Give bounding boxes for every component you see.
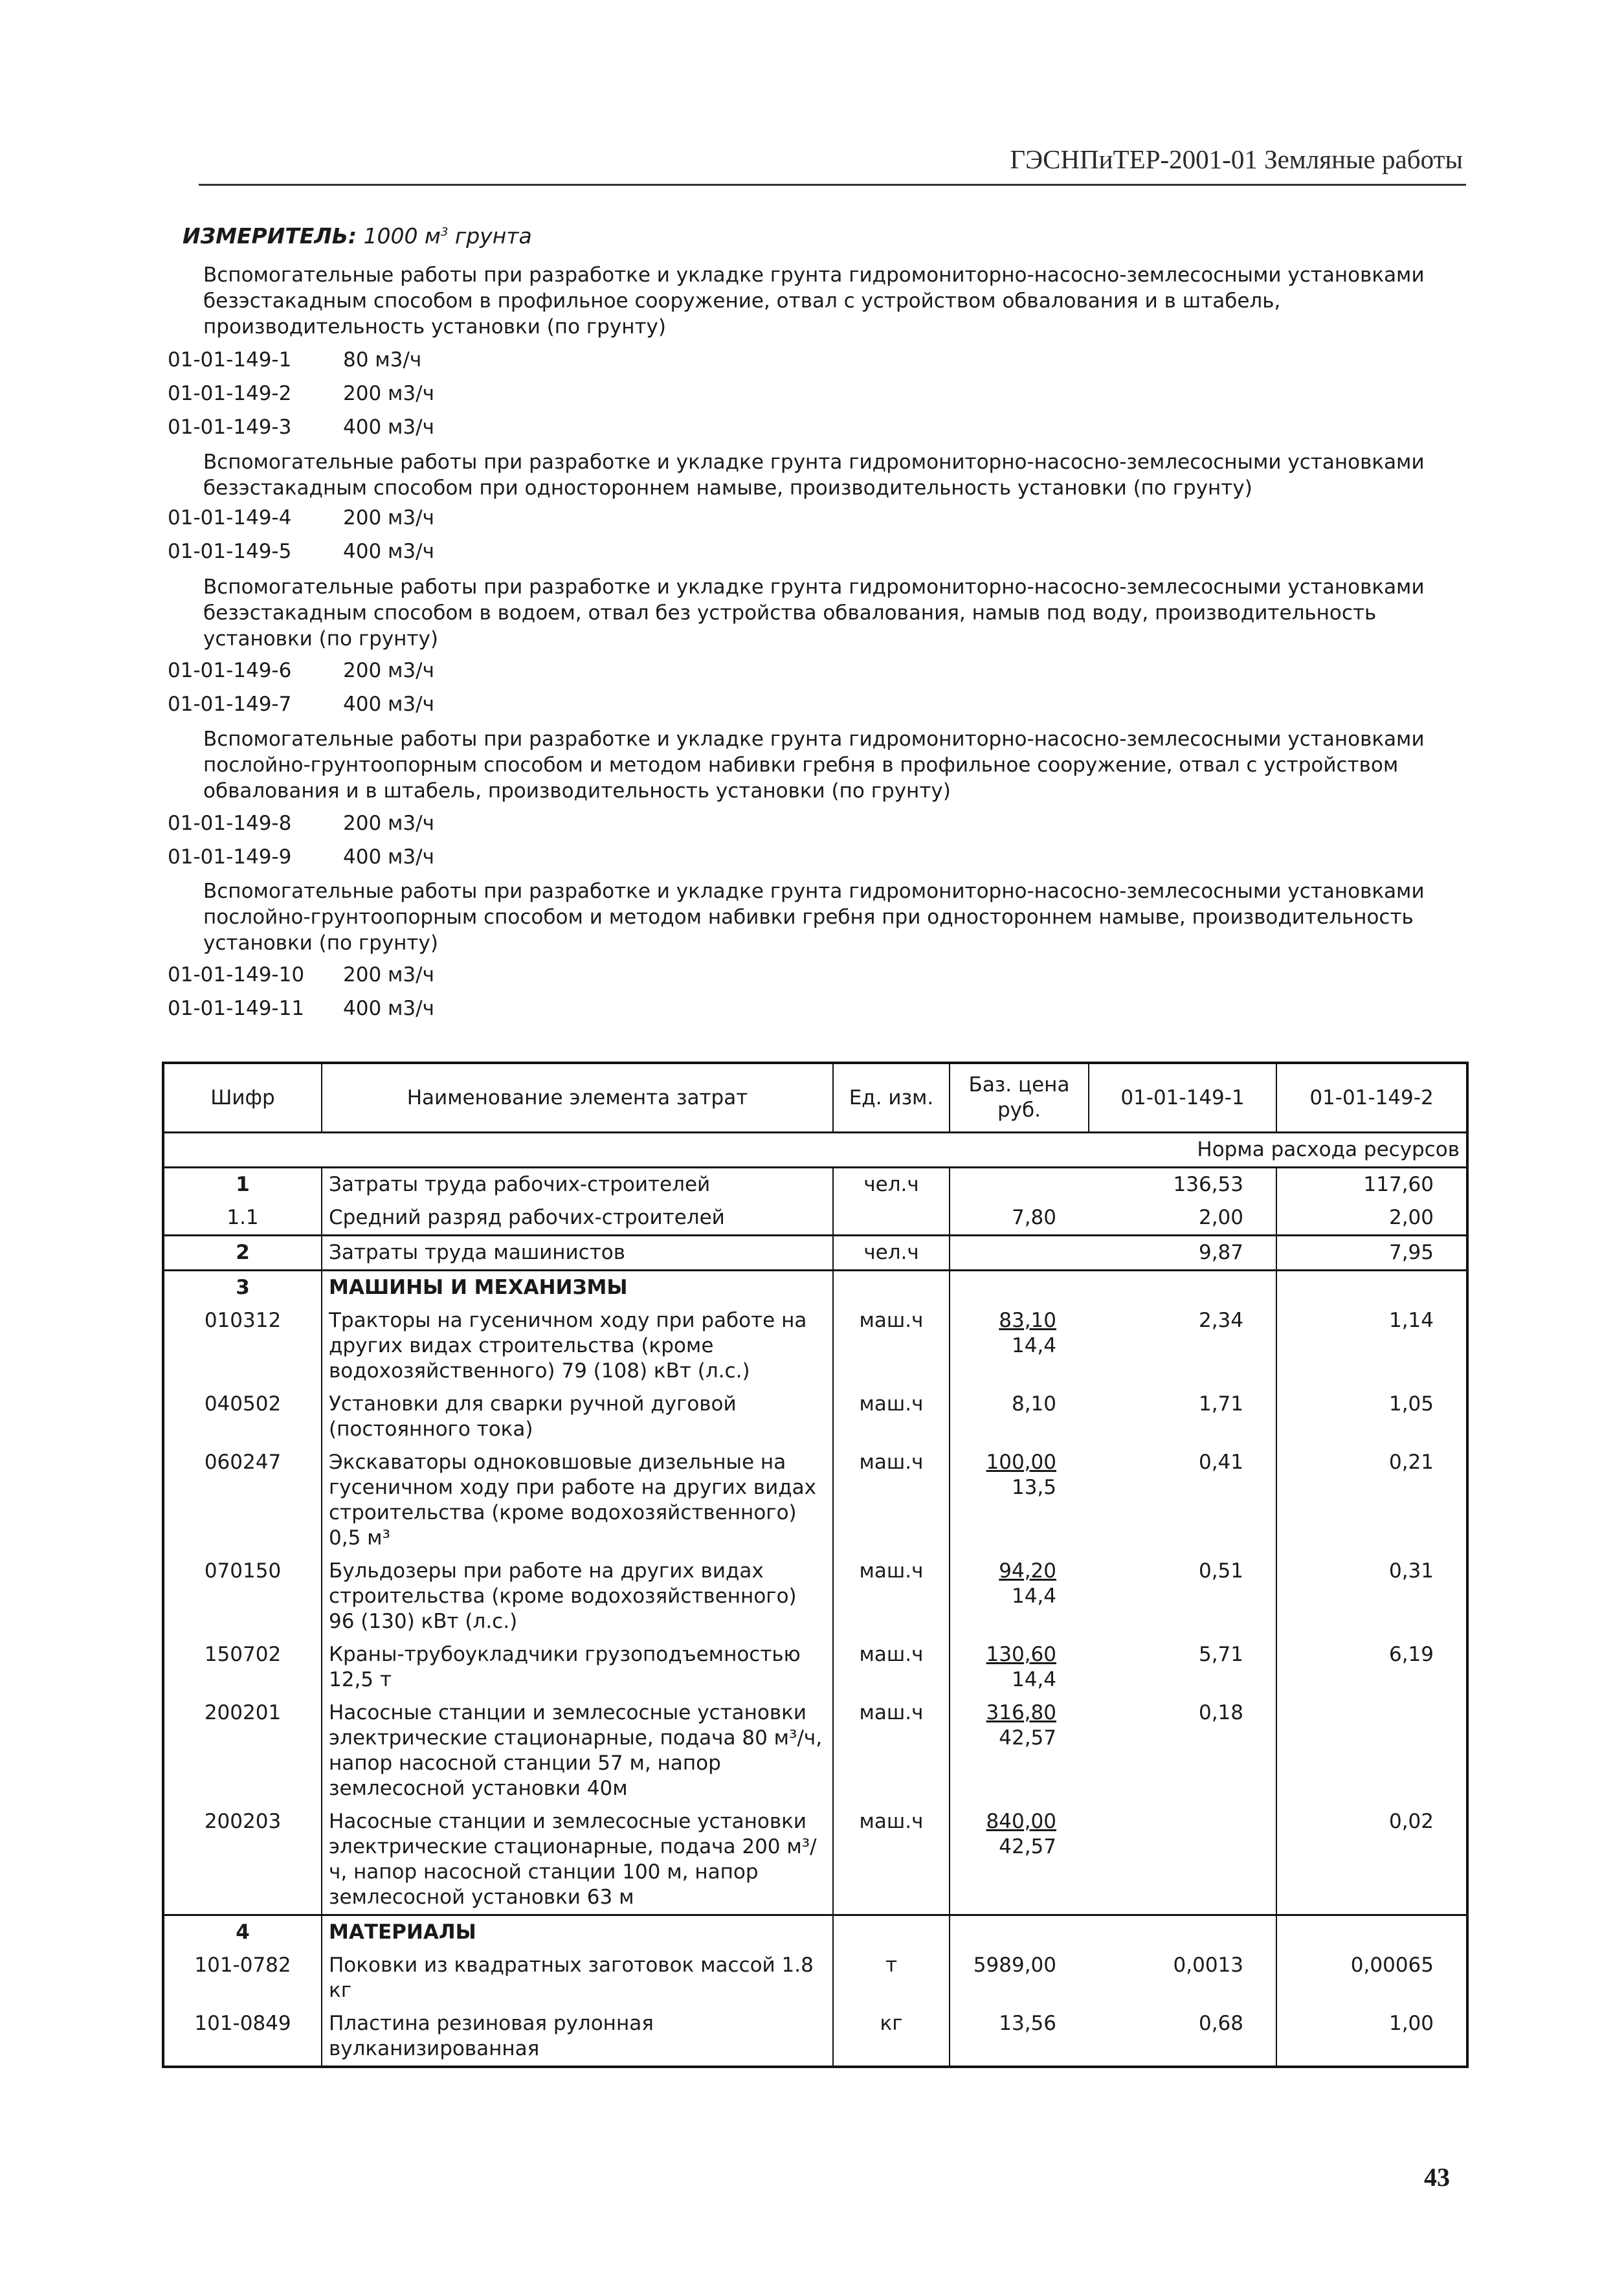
measure-label: ИЗМЕРИТЕЛЬ: <box>183 223 357 249</box>
row-price <box>950 1168 1089 1202</box>
code-line <box>168 693 434 716</box>
code: 01-01-149-4 <box>168 506 292 529</box>
row-name: МАШИНЫ И МЕХАНИЗМЫ <box>322 1271 833 1305</box>
price-main: 5989,00 <box>973 1954 1056 1977</box>
row-code: 2 <box>236 1241 250 1264</box>
table-row <box>163 1697 1467 1805</box>
row-name: Насосные станции и землесосные установки электрические стационарные, подача 80 м³/ч, напор насосной станции 57 м, напор землесосной установки 40м <box>322 1697 833 1805</box>
row-price <box>950 1949 1089 2007</box>
row-code: 150702 <box>204 1643 282 1666</box>
page-number: 43 <box>1424 2163 1450 2192</box>
price-main: 13,56 <box>999 2012 1056 2035</box>
header-cell: Наименование элемента затрат <box>322 1063 833 1133</box>
row-value-2: 2,00 <box>1276 1201 1467 1236</box>
row-code: 1.1 <box>227 1206 259 1229</box>
row-name: Пластина резиновая рулонная вулканизированная <box>322 2007 833 2067</box>
table-row <box>163 1168 1467 1202</box>
row-code: 101-0849 <box>194 2012 291 2035</box>
running-header: ГЭСНПиТЕР-2001-01 Земляные работы <box>1010 144 1463 174</box>
code: 01-01-149-7 <box>168 693 292 716</box>
header-cell: 01-01-149-2 <box>1276 1063 1467 1133</box>
price-main: 8,10 <box>1011 1392 1056 1416</box>
code-value: 200 м3/ч <box>343 659 434 682</box>
code-value: 200 м3/ч <box>343 812 434 835</box>
price-main: 840,00 <box>986 1810 1056 1833</box>
price-secondary: 42,57 <box>999 1835 1056 1858</box>
row-price <box>950 1555 1089 1638</box>
row-price <box>950 1446 1089 1555</box>
row-unit: маш.ч <box>833 1805 950 1915</box>
table-row <box>163 2007 1467 2067</box>
row-unit: маш.ч <box>833 1638 950 1697</box>
code-line <box>168 659 434 682</box>
row-unit: т <box>833 1949 950 2007</box>
code-value: 200 м3/ч <box>343 382 434 405</box>
price-main: 7,80 <box>1011 1206 1056 1229</box>
table-row <box>163 1201 1467 1236</box>
row-value-1: 136,53 <box>1173 1173 1243 1196</box>
measure-unit: грунта <box>454 223 532 249</box>
code-value: 200 м3/ч <box>343 963 434 986</box>
row-price <box>950 1805 1089 1915</box>
row-unit: чел.ч <box>833 1236 950 1271</box>
group-description: Вспомогательные работы при разработке и укладке грунта гидромониторно-насосно-землесосными установками безэстакадным способом в водоем, отвал без устройства обвалования, намыв под воду, производительность установки (по грунту) <box>203 575 1425 651</box>
row-unit: маш.ч <box>833 1304 950 1388</box>
group-description: Вспомогательные работы при разработке и укладке грунта гидромониторно-насосно-землесосными установками безэстакадным способом при одностороннем намыве, производительность установки (по грунту) <box>203 451 1425 500</box>
row-price <box>950 1697 1089 1805</box>
row-name: Установки для сварки ручной дуговой (постоянного тока) <box>322 1388 833 1446</box>
group-description: Вспомогательные работы при разработке и укладке грунта гидромониторно-насосно-землесосными установками послойно-грунтоопорным способом и методом набивки гребня в профильное сооружение, отвал с устройством обвалования и в штабель, производительность установки (по грунту) <box>203 728 1425 803</box>
code: 01-01-149-10 <box>168 963 305 986</box>
row-value-2: 1,14 <box>1276 1304 1467 1388</box>
row-code: 4 <box>236 1921 250 1944</box>
table-row <box>163 1388 1467 1446</box>
code-value: 400 м3/ч <box>343 693 434 716</box>
row-name: МАТЕРИАЛЫ <box>322 1915 833 1950</box>
code-value: 200 м3/ч <box>343 506 434 529</box>
row-value-2: 6,19 <box>1276 1638 1467 1697</box>
row-value-1 <box>1089 1271 1276 1305</box>
row-unit: маш.ч <box>833 1388 950 1446</box>
row-value-2: 0,21 <box>1276 1446 1467 1555</box>
row-value-2 <box>1276 1915 1467 1950</box>
price-secondary: 14,4 <box>1011 1668 1056 1691</box>
measure-sup: 3 <box>440 225 449 239</box>
code-value: 400 м3/ч <box>343 997 434 1020</box>
code: 01-01-149-2 <box>168 382 292 405</box>
code-value: 400 м3/ч <box>343 845 434 869</box>
row-code: 060247 <box>204 1451 282 1474</box>
row-value-1 <box>1089 1915 1276 1950</box>
row-price <box>950 1304 1089 1388</box>
row-value-1 <box>1089 1805 1276 1915</box>
row-value-1: 9,87 <box>1198 1241 1243 1264</box>
header-cell: Шифр <box>210 1086 275 1109</box>
row-name: Насосные станции и землесосные установки электрические стационарные, подача 200 м³/ч, напор насосной станции 100 м, напор землесосной установки 63 м <box>322 1805 833 1915</box>
row-value-1: 0,68 <box>1198 2012 1243 2035</box>
code: 01-01-149-6 <box>168 659 292 682</box>
measure-value: 1000 м <box>363 223 441 249</box>
row-value-2: 1,05 <box>1276 1388 1467 1446</box>
row-value-1: 0,0013 <box>1173 1954 1243 1977</box>
price-main: 316,80 <box>986 1701 1056 1724</box>
resource-table <box>162 1062 1469 2068</box>
group-description: Вспомогательные работы при разработке и укладке грунта гидромониторно-насосно-землесосными установками безэстакадным способом в профильное сооружение, отвал с устройством обвалования и в штабель, производительность установки (по грунту) <box>203 263 1425 339</box>
row-unit <box>833 1271 950 1305</box>
code-value: 80 м3/ч <box>343 348 422 372</box>
table-row <box>163 1915 1467 1950</box>
row-price <box>950 2007 1089 2067</box>
table-row <box>163 1236 1467 1271</box>
row-unit: кг <box>833 2007 950 2067</box>
row-code: 200203 <box>204 1810 282 1833</box>
price-secondary: 14,4 <box>1011 1585 1056 1608</box>
row-value-2: 1,00 <box>1276 2007 1467 2067</box>
code-line <box>168 997 434 1020</box>
row-code: 070150 <box>204 1559 282 1583</box>
row-code: 3 <box>236 1276 250 1299</box>
header-cell: 01-01-149-1 <box>1089 1063 1276 1133</box>
norm-row <box>163 1133 1467 1168</box>
code-line <box>168 348 422 372</box>
price-secondary: 13,5 <box>1011 1476 1056 1499</box>
code-line <box>168 416 434 439</box>
row-value-2: 117,60 <box>1276 1168 1467 1202</box>
table-row <box>163 1446 1467 1555</box>
price-main: 130,60 <box>986 1643 1056 1666</box>
row-value-1: 0,51 <box>1198 1559 1243 1583</box>
code: 01-01-149-1 <box>168 348 292 372</box>
row-price <box>950 1236 1089 1271</box>
header-cell: Баз. цена руб. <box>950 1063 1089 1133</box>
measure-line <box>183 223 532 249</box>
code-line <box>168 812 434 835</box>
row-value-2 <box>1276 1697 1467 1805</box>
row-name: Бульдозеры при работе на других видах строительства (кроме водохозяйственного) 96 (130) кВт (л.с.) <box>322 1555 833 1638</box>
header-rule <box>199 184 1466 186</box>
code-line <box>168 382 434 405</box>
price-main: 94,20 <box>999 1559 1056 1583</box>
row-code: 101-0782 <box>194 1954 291 1977</box>
row-unit: чел.ч <box>833 1168 950 1202</box>
group-description: Вспомогательные работы при разработке и укладке грунта гидромониторно-насосно-землесосными установками послойно-грунтоопорным способом и методом набивки гребня при одностороннем намыве, производительность установки (по грунту) <box>203 880 1425 955</box>
code-value: 400 м3/ч <box>343 416 434 439</box>
code: 01-01-149-8 <box>168 812 292 835</box>
row-unit <box>833 1915 950 1950</box>
row-unit: маш.ч <box>833 1697 950 1805</box>
code: 01-01-149-5 <box>168 540 292 563</box>
row-price <box>950 1271 1089 1305</box>
row-name: Затраты труда машинистов <box>322 1236 833 1271</box>
row-value-1: 1,71 <box>1198 1392 1243 1416</box>
row-value-1: 5,71 <box>1198 1643 1243 1666</box>
code: 01-01-149-3 <box>168 416 292 439</box>
code: 01-01-149-11 <box>168 997 305 1020</box>
row-code: 010312 <box>204 1309 282 1332</box>
row-value-1: 2,34 <box>1198 1309 1243 1332</box>
table-row <box>163 1555 1467 1638</box>
row-value-2 <box>1276 1271 1467 1305</box>
row-price <box>950 1201 1089 1236</box>
row-price <box>950 1915 1089 1950</box>
row-price <box>950 1638 1089 1697</box>
code-value: 400 м3/ч <box>343 540 434 563</box>
price-secondary: 14,4 <box>1011 1334 1056 1357</box>
norm-label: Норма расхода ресурсов <box>1197 1138 1460 1161</box>
row-code: 1 <box>236 1173 250 1196</box>
row-code: 200201 <box>204 1701 282 1724</box>
table-header-row <box>163 1063 1467 1133</box>
row-value-1: 0,41 <box>1198 1451 1243 1474</box>
row-price <box>950 1388 1089 1446</box>
row-unit: маш.ч <box>833 1446 950 1555</box>
price-main: 83,10 <box>999 1309 1056 1332</box>
row-unit <box>833 1201 950 1236</box>
header-cell: Ед. изм. <box>833 1063 950 1133</box>
code-line <box>168 506 434 529</box>
code: 01-01-149-9 <box>168 845 292 869</box>
row-value-1: 0,18 <box>1198 1701 1243 1724</box>
row-name: Краны-трубоукладчики грузоподъемностью 12,5 т <box>322 1638 833 1697</box>
row-name: Экскаваторы одноковшовые дизельные на гусеничном ходу при работе на других видах строительства (кроме водохозяйственного) 0,5 м³ <box>322 1446 833 1555</box>
row-code: 040502 <box>204 1392 282 1416</box>
row-value-2: 0,02 <box>1276 1805 1467 1915</box>
row-unit: маш.ч <box>833 1555 950 1638</box>
row-name: Тракторы на гусеничном ходу при работе на других видах строительства (кроме водохозяйственного) 79 (108) кВт (л.с.) <box>322 1304 833 1388</box>
row-value-2: 0,00065 <box>1276 1949 1467 2007</box>
code-line <box>168 845 434 869</box>
table-row <box>163 1304 1467 1388</box>
price-main: 100,00 <box>986 1451 1056 1474</box>
price-secondary: 42,57 <box>999 1726 1056 1750</box>
table-row <box>163 1805 1467 1915</box>
code-line <box>168 963 434 986</box>
row-name: Поковки из квадратных заготовок массой 1.8 кг <box>322 1949 833 2007</box>
table-row <box>163 1271 1467 1305</box>
row-name: Затраты труда рабочих-строителей <box>322 1168 833 1202</box>
table-row <box>163 1638 1467 1697</box>
row-value-2: 0,31 <box>1276 1555 1467 1638</box>
row-value-1: 2,00 <box>1198 1206 1243 1229</box>
code-line <box>168 540 434 563</box>
row-value-2: 7,95 <box>1276 1236 1467 1271</box>
table-row <box>163 1949 1467 2007</box>
row-name: Средний разряд рабочих-строителей <box>322 1201 833 1236</box>
